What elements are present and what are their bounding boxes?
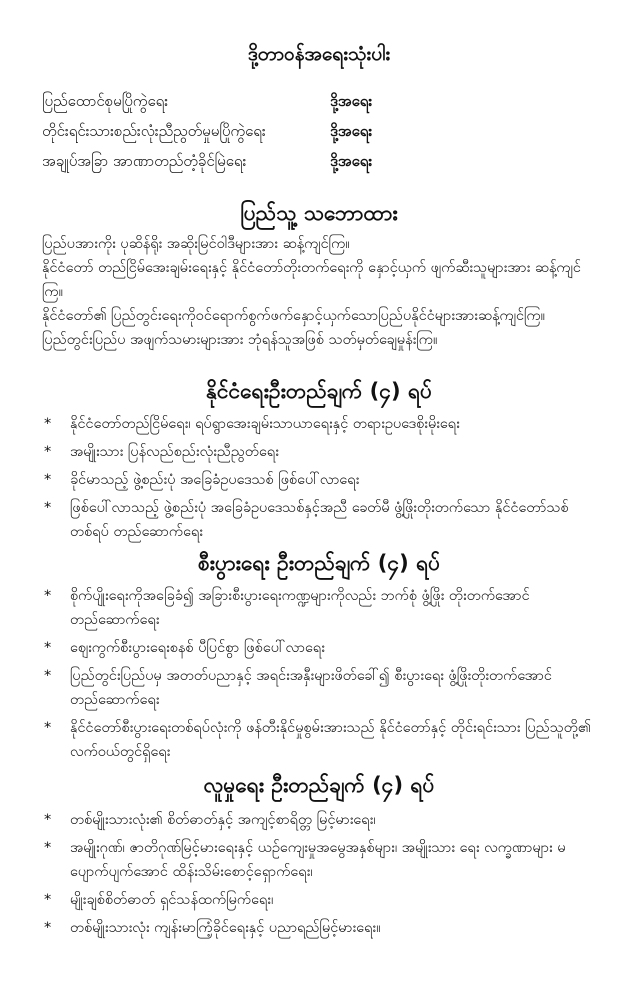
people-desire-heading: ပြည်သူ့ သဘောထား: [240, 201, 398, 225]
economic-objectives-list: [0, 584, 638, 768]
social-objectives-heading: လူမှုရေး ဦးတည်ချက် (၄) ရပ်: [203, 773, 435, 797]
people-desire-paragraph: [42, 232, 598, 352]
list-item: [0, 440, 638, 464]
asterisk-bullet-icon: *: [44, 640, 52, 656]
list-item-text: တစ်မျိုးသားလုံး ကျန်းမာကြံ့ခိုင်ရေးနှင့် ပညာရည်မြင့်မားရေး။: [70, 920, 381, 936]
list-item: [0, 888, 638, 912]
people-desire-line: နိုင်ငံတော်၏ ပြည်တွင်းရေးကိုဝင်ရောက်စွက်ဖက်နှောင့်ယှက်သောပြည်ပနိုင်ငံများအားဆန့်ကျင်ကြ။: [42, 308, 546, 324]
list-item: [0, 636, 638, 660]
obligation-row: [42, 92, 602, 122]
list-item: [0, 836, 638, 884]
list-item-text: တစ်မျိုးသားလုံး၏ စိတ်ဓာတ်နှင့် အကျင့်စာရိတ္တ မြင့်မားရေး၊: [70, 812, 376, 828]
list-item-text: ခိုင်မာသည့် ဖွဲ့စည်းပုံ အခြေခံဥပဒေသစ် ဖြစ်ပေါ်လာရေး: [70, 472, 360, 488]
asterisk-bullet-icon: *: [44, 840, 52, 856]
obligation-row: [42, 122, 602, 152]
economic-objectives-heading: စီးပွားရေး ဦးတည်ချက် (၄) ရပ်: [197, 551, 441, 575]
political-objectives-list: [0, 412, 638, 548]
obligation-value: ဒို့အရေး: [330, 92, 373, 110]
obligation-value: ဒို့အရေး: [330, 152, 373, 170]
social-objectives-list: [0, 808, 638, 944]
asterisk-bullet-icon: *: [44, 892, 52, 908]
list-item-text: အမျိုးသား ပြန်လည်စည်းလုံးညီညွတ်ရေး: [70, 444, 279, 460]
asterisk-bullet-icon: *: [44, 500, 52, 516]
political-objectives-heading: နိုင်ငံရေးဦးတည်ချက် (၄) ရပ်: [205, 379, 433, 403]
obligation-text: တိုင်းရင်းသားစည်းလုံးညီညွတ်မှုမပြိုကွဲရေး: [42, 122, 266, 140]
list-item: [0, 412, 638, 436]
list-item: [0, 664, 638, 712]
people-desire-line: ပြည်တွင်းပြည်ပ အဖျက်သမားများအား ဘုံရန်သူအဖြစ် သတ်မှတ်ချေမှုန်းကြ။: [42, 332, 438, 348]
list-item-text: ဈေးကွက်စီးပွားရေးစနစ် ပီပြင်စွာ ဖြစ်ပေါ်လာရေး: [70, 640, 325, 656]
list-item-text: နိုင်ငံတော်စီးပွားရေးတစ်ရပ်လုံးကို ဖန်တီးနိုင်မှုစွမ်းအားသည် နိုင်ငံတော်နှင့် တိုင်းရင်းသား ပြည်သူတို့၏ လက်ဝယ်တွင်ရှိရေး: [70, 720, 591, 760]
asterisk-bullet-icon: *: [44, 416, 52, 432]
asterisk-bullet-icon: *: [44, 812, 52, 828]
list-item: [0, 496, 638, 544]
obligation-text: ပြည်ထောင်စုမပြိုကွဲရေး: [42, 92, 169, 110]
list-item-text: မျိုးချစ်စိတ်ဓာတ် ရှင်သန်ထက်မြက်ရေး၊: [70, 892, 274, 908]
list-item: [0, 584, 638, 632]
asterisk-bullet-icon: *: [44, 472, 52, 488]
asterisk-bullet-icon: *: [44, 444, 52, 460]
asterisk-bullet-icon: *: [44, 588, 52, 604]
people-desire-line: နိုင်ငံတော် တည်ငြိမ်အေးချမ်းရေးနှင့် နိုင်ငံတော်တိုးတက်ရေးကို နှောင့်ယှက် ဖျက်ဆီးသူများအား ဆန့်ကျင်ကြ။: [42, 260, 581, 300]
list-item: [0, 716, 638, 764]
list-item-text: အမျိုးဂုဏ်၊ ဇာတိဂုဏ်မြင့်မားရေးနှင့် ယဉ်ကျေးမှုအမွေအနှစ်များ၊ အမျိုးသား ရေး လက္ခဏာများ မပျောက်ပျက်အောင် ထိန်းသိမ်းစောင့်ရှောက်ရေး၊: [70, 840, 566, 880]
obligation-value: ဒို့အရေး: [330, 122, 373, 140]
asterisk-bullet-icon: *: [44, 668, 52, 684]
asterisk-bullet-icon: *: [44, 720, 52, 736]
people-desire-line: ပြည်ပအားကိုး ပုဆိန်ရိုး အဆိုးမြင်ဝါဒီများအား ဆန့်ကျင်ကြ။: [42, 236, 350, 252]
list-item-text: ပြည်တွင်းပြည်ပမှ အတတ်ပညာနှင့် အရင်းအနှီးများဖိတ်ခေါ်၍ စီးပွားရေး ဖွံ့ဖြိုးတိုးတက်အောင် တည်ဆောက်ရေး: [70, 668, 552, 708]
list-item: [0, 808, 638, 832]
asterisk-bullet-icon: *: [44, 920, 52, 936]
list-item: [0, 916, 638, 940]
list-item: [0, 468, 638, 492]
list-item-text: စိုက်ပျိုးရေးကိုအခြေခံ၍ အခြားစီးပွားရေးကဏ္ဍများကိုလည်း ဘက်စုံ ဖွံ့ဖြိုး တိုးတက်အောင် တည်ဆောက်ရေး: [70, 588, 530, 628]
obligation-row: [42, 152, 602, 182]
obligations-heading: ဒို့တာဝန်အရေးသုံးပါး: [247, 43, 391, 65]
list-item-text: ဖြစ်ပေါ်လာသည့် ဖွဲ့စည်းပုံ အခြေခံဥပဒေသစ်နှင့်အညီ ခေတ်မီ ဖွံ့ဖြိုးတိုးတက်သော နိုင်ငံတော်သစ်တစ်ရပ် တည်ဆောက်ရေး: [70, 500, 569, 540]
obligation-text: အချုပ်အခြာ အာဏာတည်တံ့ခိုင်မြဲရေး: [42, 152, 247, 170]
list-item-text: နိုင်ငံတော်တည်ငြိမ်ရေး၊ ရပ်ရွာအေးချမ်းသာယာရေးနှင့် တရားဥပဒေစိုးမိုးရေး: [70, 416, 460, 432]
